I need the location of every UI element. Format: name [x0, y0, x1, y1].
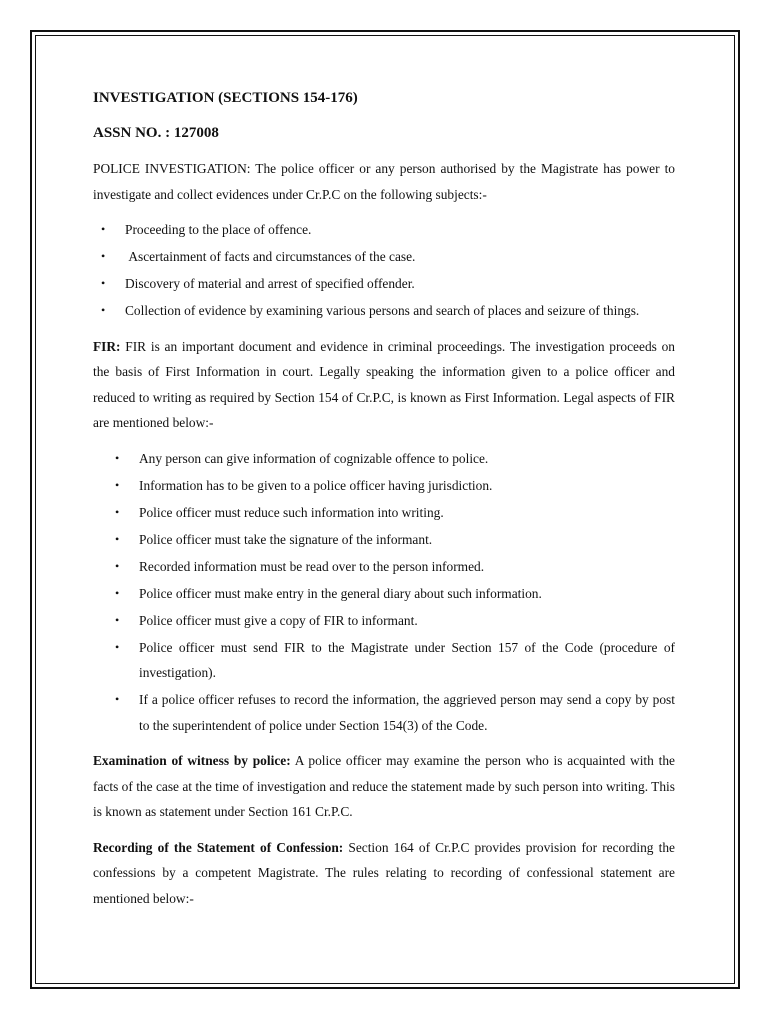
- examination-lead: Examination of witness by police:: [93, 753, 291, 768]
- bullet-icon: •: [115, 450, 120, 465]
- bullet-icon: •: [115, 692, 120, 706]
- assn-number: ASSN NO. : 127008: [93, 124, 219, 141]
- list-item: [93, 635, 675, 686]
- list-item-text: Discovery of material and arrest of specified offender.: [125, 276, 415, 291]
- list-item-text: Police officer must make entry in the general diary about such information.: [139, 585, 542, 601]
- list-item: [93, 608, 675, 634]
- bullet-icon: •: [101, 249, 106, 263]
- fir-list: [93, 446, 675, 739]
- examination-paragraph: [93, 748, 679, 825]
- list-item-text: Collection of evidence by examining various persons and search of places and seizure of things.: [125, 303, 640, 318]
- bullet-icon: •: [115, 639, 120, 654]
- document-body: [93, 86, 679, 921]
- list-item: [93, 473, 675, 499]
- bullet-icon: •: [115, 558, 120, 573]
- list-item: [93, 500, 675, 526]
- list-item: [93, 298, 675, 324]
- police-investigation-lead: POLICE INVESTIGATION: [93, 161, 247, 176]
- confession-paragraph: [93, 835, 679, 912]
- police-investigation-list: [93, 217, 675, 324]
- list-item-text: Proceeding to the place of offence.: [125, 222, 312, 237]
- list-item-text: Police officer must reduce such information into writing.: [139, 504, 444, 520]
- bullet-icon: •: [115, 531, 120, 546]
- list-item: [93, 244, 675, 270]
- list-item-text: Police officer must send FIR to the Magistrate under Section 157 of the Code (procedure of investigation).: [139, 639, 675, 680]
- confession-text: Section 164 of Cr.P.C provides provision for recording the confessions by a competent Magistrate. The rules relating to recording of confessional statement are mentioned below:-: [93, 839, 679, 906]
- bullet-icon: •: [115, 612, 120, 627]
- list-item: [93, 527, 675, 553]
- bullet-icon: •: [101, 222, 106, 236]
- bullet-icon: •: [101, 276, 106, 290]
- list-item-text: Recorded information must be read over to the person informed.: [139, 558, 485, 574]
- list-item: [93, 581, 675, 607]
- list-item-text: Police officer must take the signature of the informant.: [139, 531, 433, 547]
- list-item-text: Ascertainment of facts and circumstances of the case.: [125, 249, 416, 264]
- bullet-icon: •: [115, 504, 120, 519]
- fir-text: FIR is an important document and evidence in criminal proceedings. The investigation proceeds on the basis of First Information in court. Legally speaking the information given to a police officer and reduced to writing as required by Section 154 of Cr.P.C, is known as First Information. Legal aspects of FIR are mentioned below:-: [93, 338, 679, 430]
- bullet-icon: •: [115, 585, 120, 600]
- list-item: [93, 271, 675, 297]
- confession-lead: Recording of the Statement of Confession:: [93, 839, 344, 855]
- bullet-icon: •: [115, 477, 120, 492]
- examination-text: A police officer may examine the person who is acquainted with the facts of the case at the time of investigation and reduce the statement made by such person into writing. This is known as statement under Section 161 Cr.P.C.: [93, 753, 679, 819]
- list-item: [93, 446, 675, 472]
- list-item-text: Information has to be given to a police officer having jurisdiction.: [139, 477, 493, 493]
- fir-lead: FIR:: [93, 338, 121, 354]
- fir-paragraph: [93, 334, 679, 436]
- document-title: INVESTIGATION (SECTIONS 154-176): [93, 90, 358, 106]
- bullet-icon: •: [101, 303, 106, 317]
- list-item: [93, 554, 675, 580]
- list-item-text: If a police officer refuses to record the information, the aggrieved person may send a copy by post to the superintendent of police under Section 154(3) of the Code.: [139, 692, 675, 733]
- list-item: [93, 217, 675, 243]
- list-item-text: Any person can give information of cognizable offence to police.: [139, 450, 489, 466]
- list-item-text: Police officer must give a copy of FIR to informant.: [139, 612, 418, 628]
- police-investigation-paragraph: [93, 156, 675, 207]
- police-investigation-text: : The police officer or any person authorised by the Magistrate has power to investigate and collect evidences under Cr.P.C on the following subjects:-: [93, 161, 675, 202]
- list-item: [93, 687, 675, 738]
